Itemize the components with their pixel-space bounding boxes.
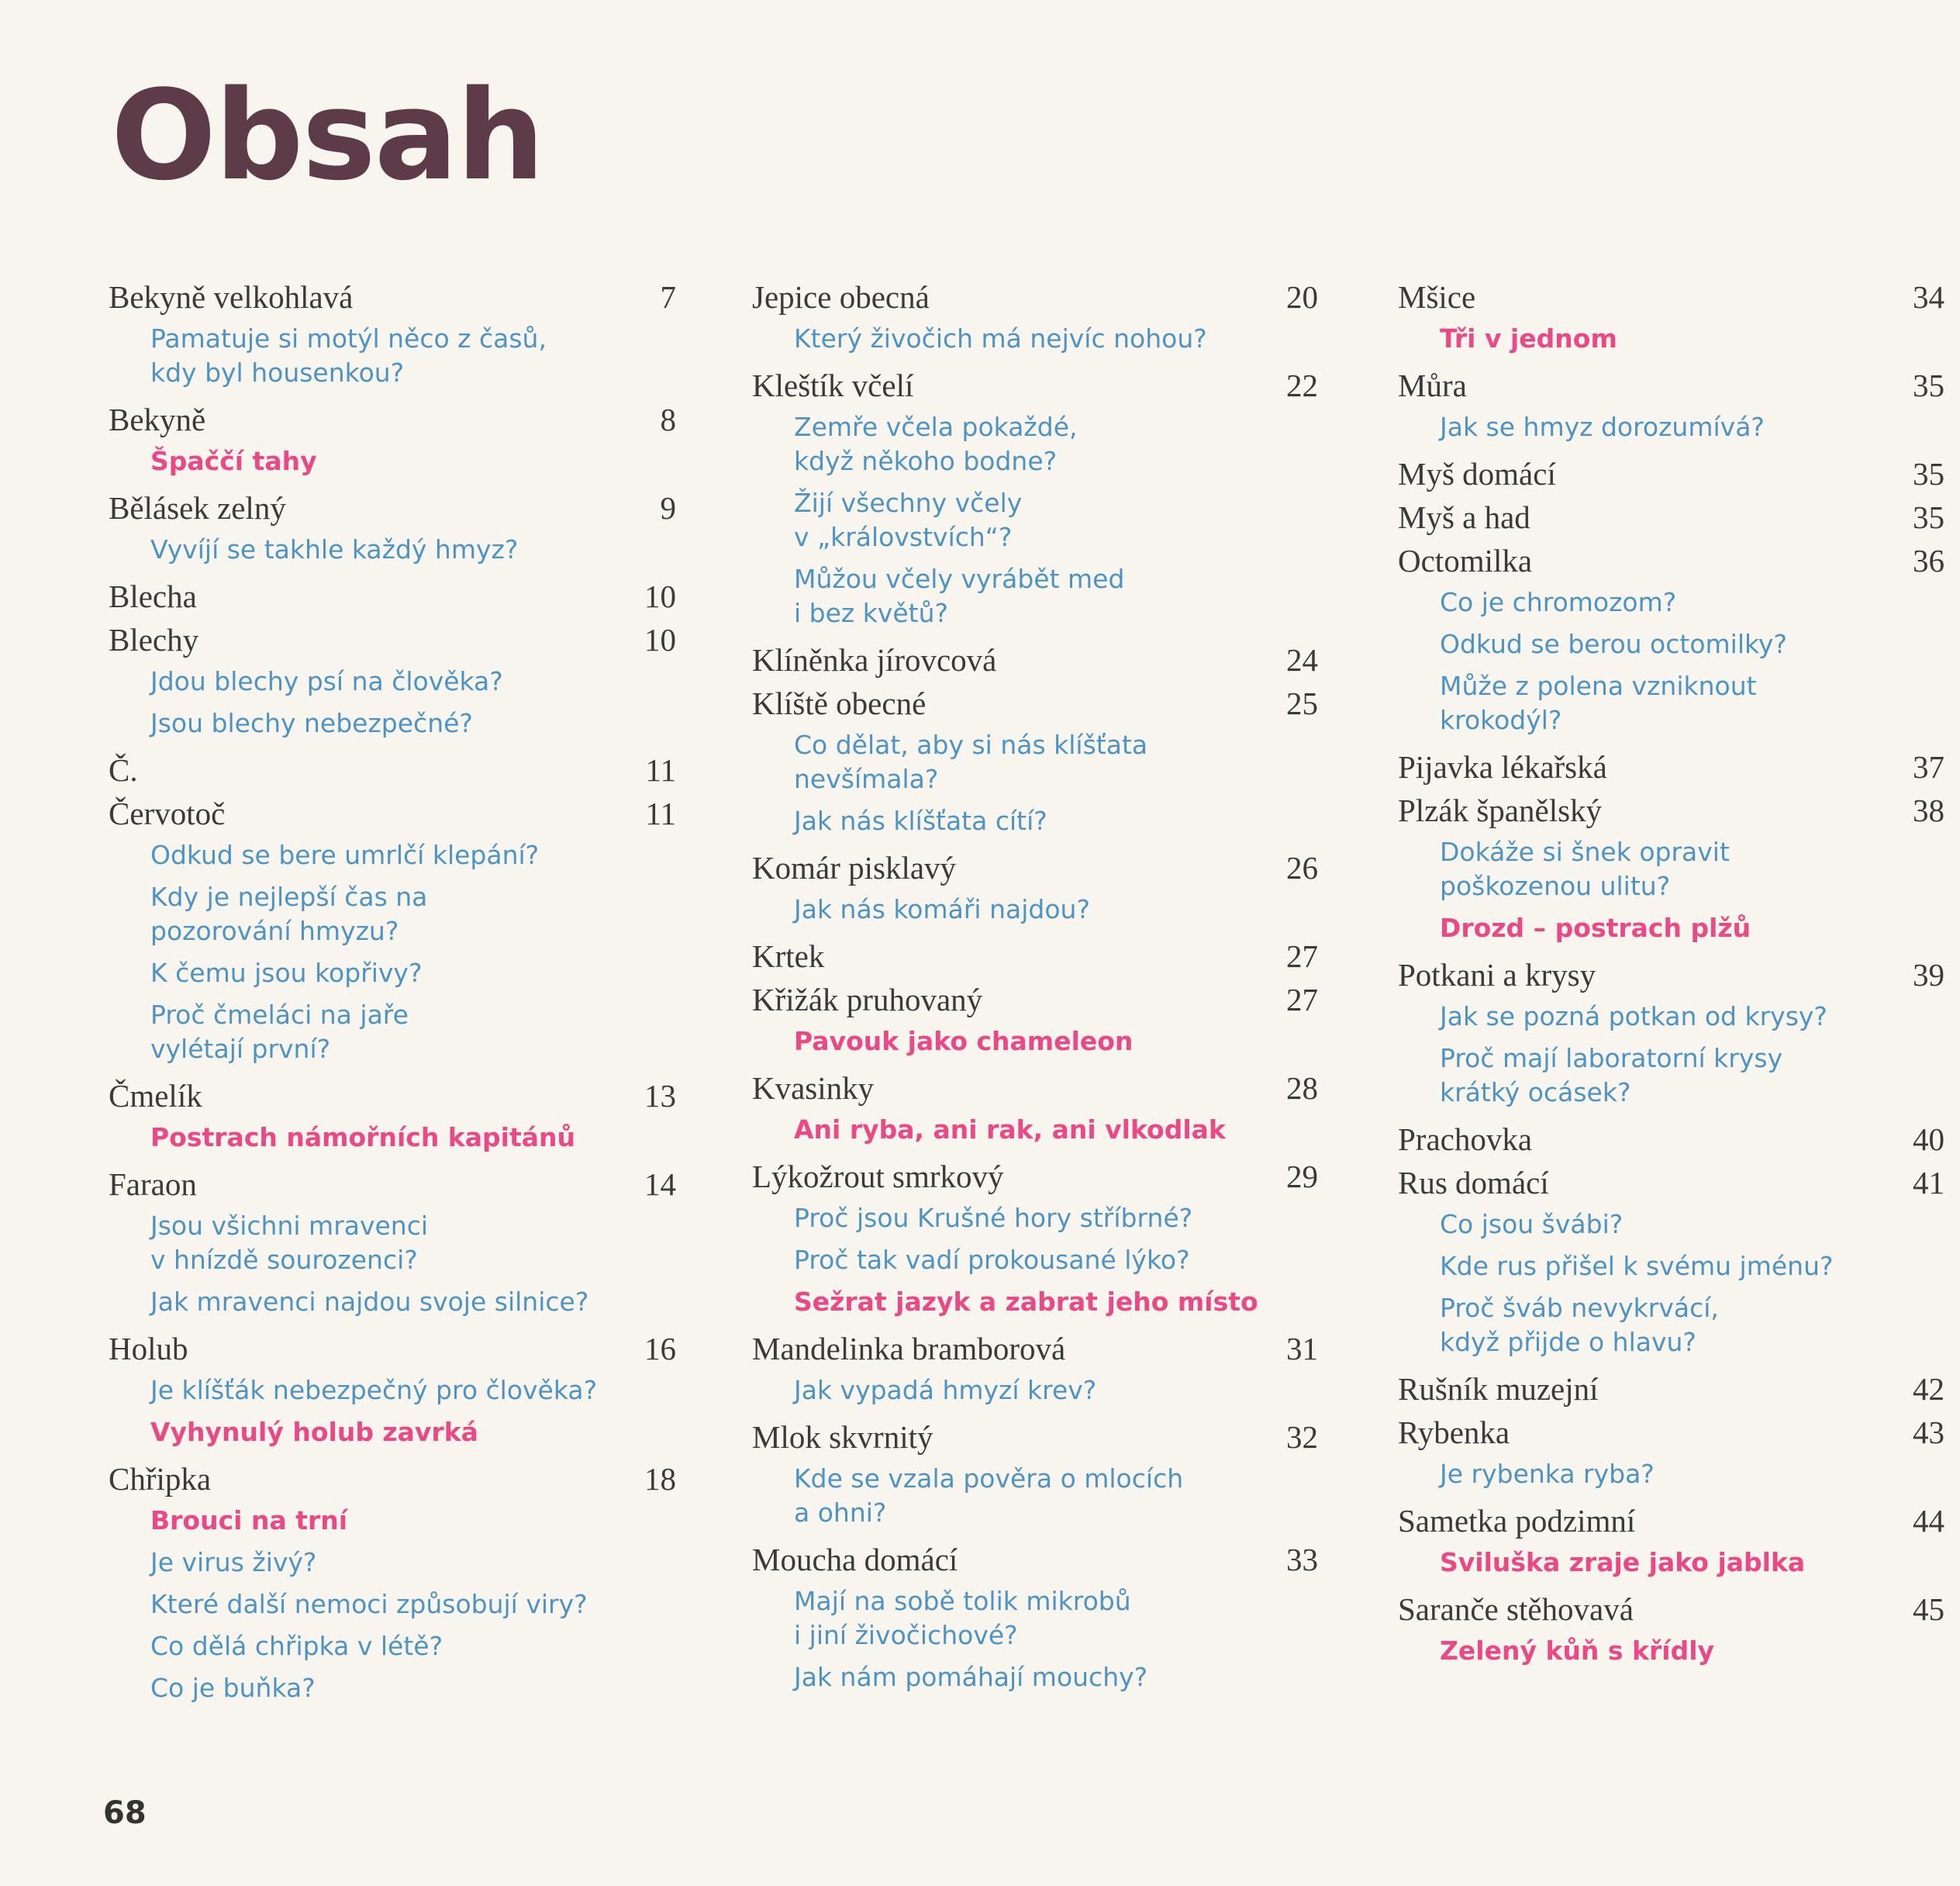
- toc-entry-page: 34: [1913, 279, 1944, 315]
- toc-entry: [1398, 452, 1944, 496]
- toc-entry: [109, 748, 676, 792]
- toc-question: Zemře včela pokaždé, když někoho bodne?: [794, 412, 1078, 476]
- toc-highlight: Zelený kůň s křídly: [1440, 1636, 1715, 1666]
- toc-question: Proč jsou Krušné hory stříbrné?: [794, 1203, 1193, 1233]
- toc-question: Vyvíjí se takhle každý hmyz?: [150, 534, 519, 565]
- toc-entry: [1398, 275, 1944, 319]
- toc-question: Jsou blechy nebezpečné?: [150, 708, 473, 738]
- page-title: Obsah: [111, 63, 543, 208]
- toc-entry: [1398, 496, 1944, 539]
- toc-entry: [752, 1327, 1318, 1370]
- toc-entry: [752, 682, 1318, 725]
- toc-entry: [752, 846, 1318, 889]
- toc-entry-title: Křižák pruhovaný: [752, 982, 983, 1017]
- toc-question: Kdy je nejlepší čas na pozorování hmyzu?: [150, 882, 428, 946]
- toc-entry: [752, 638, 1318, 682]
- toc-entry: [752, 934, 1318, 978]
- toc-entry-title: Plzák španělský: [1398, 793, 1603, 828]
- toc-entry-page: 27: [1286, 938, 1318, 974]
- toc-entry-page: 18: [644, 1461, 676, 1497]
- toc-entry-title: Kleštík včelí: [752, 368, 914, 403]
- toc-question: Jak vypadá hmyzí krev?: [794, 1375, 1097, 1405]
- toc-highlight: Sviluška zraje jako jablka: [1440, 1547, 1806, 1577]
- toc-entry-title: Klíště obecné: [752, 686, 927, 721]
- toc-entry: [1398, 364, 1944, 407]
- toc-entry: [109, 1327, 676, 1370]
- toc-entry-title: Bělásek zelný: [109, 490, 286, 526]
- toc-highlight: Postrach námořních kapitánů: [150, 1122, 575, 1152]
- toc-entry: [1398, 1117, 1944, 1161]
- toc-question: Kde se vzala pověra o mlocích a ohni?: [794, 1463, 1184, 1528]
- toc-entry-page: 11: [645, 752, 676, 788]
- toc-entry-title: Pijavka lékařská: [1398, 749, 1607, 785]
- toc-entry: [1398, 745, 1944, 789]
- toc-entry-page: 39: [1913, 957, 1944, 993]
- toc-entry-page: 16: [644, 1331, 676, 1366]
- toc-entry: [109, 575, 676, 618]
- toc-question: K čemu jsou kopřivy?: [150, 958, 423, 988]
- toc-question: Jak mravenci najdou svoje silnice?: [150, 1287, 589, 1317]
- toc-question: Proč mají laboratorní krysy krátký ocásek?: [1440, 1043, 1783, 1107]
- toc-entry-page: 32: [1286, 1419, 1318, 1455]
- toc-entry-page: 29: [1286, 1159, 1318, 1194]
- toc-question: Jak nás komáři najdou?: [794, 894, 1090, 924]
- toc-entry-title: Rybenka: [1398, 1414, 1510, 1450]
- toc-entry-page: 38: [1913, 793, 1944, 828]
- toc-highlight: Ani ryba, ani rak, ani vlkodlak: [794, 1114, 1226, 1145]
- toc-question: Kde rus přišel k svému jménu?: [1440, 1251, 1834, 1281]
- toc-entry-title: Blecha: [109, 579, 197, 614]
- toc-question: Jsou všichni mravenci v hnízdě sourozenci?: [150, 1211, 429, 1275]
- toc-entry: [109, 398, 676, 441]
- toc-highlight: Špaččí tahy: [150, 446, 317, 476]
- toc-question: Co dělá chřipka v létě?: [150, 1631, 443, 1661]
- toc-question: Co dělat, aby si nás klíšťata nevšímala?: [794, 730, 1148, 794]
- toc-entry-page: 22: [1286, 368, 1318, 403]
- toc-entry-title: Potkani a krysy: [1398, 957, 1596, 993]
- toc-column-2: [752, 275, 1318, 1702]
- toc-entry-page: 26: [1286, 850, 1318, 886]
- toc-entry-page: 45: [1913, 1591, 1944, 1627]
- toc-entry: [1398, 1411, 1944, 1454]
- toc-question: Jak se hmyz dorozumívá?: [1440, 412, 1765, 442]
- toc-entry-title: Červotoč: [109, 796, 226, 831]
- toc-entry-page: 42: [1913, 1371, 1944, 1407]
- toc-entry: [1398, 1367, 1944, 1411]
- toc-highlight: Brouci na trní: [150, 1505, 348, 1535]
- page-number: 68: [103, 1795, 147, 1831]
- toc-entry-title: Bekyně: [109, 402, 206, 437]
- toc-entry-page: 43: [1913, 1414, 1944, 1450]
- toc-question: Mají na sobě tolik mikrobů i jiní živočichové?: [794, 1586, 1131, 1650]
- toc-entry: [1398, 1587, 1944, 1631]
- toc-entry-page: 33: [1286, 1542, 1318, 1577]
- toc-entry: [109, 1457, 676, 1501]
- toc-entry-title: Krtek: [752, 938, 825, 974]
- toc-entry-page: 36: [1913, 543, 1944, 579]
- toc-entry-title: Saranče stěhovavá: [1398, 1591, 1634, 1627]
- toc-entry-page: 20: [1286, 279, 1318, 315]
- toc-question: Dokáže si šnek opravit poškozenou ulitu?: [1440, 837, 1730, 901]
- toc-entry-title: Mlok skvrnitý: [752, 1419, 933, 1455]
- toc-entry: [109, 618, 676, 661]
- toc-entry-page: 14: [644, 1166, 676, 1202]
- toc-entry-title: Lýkožrout smrkový: [752, 1159, 1004, 1194]
- toc-highlight: Pavouk jako chameleon: [794, 1026, 1134, 1056]
- toc-highlight: Vyhynulý holub zavrká: [150, 1417, 478, 1447]
- toc-question: Jak nám pomáhají mouchy?: [794, 1662, 1148, 1692]
- toc-highlight: Sežrat jazyk a zabrat jeho místo: [794, 1287, 1258, 1317]
- toc-entry-title: Myš a had: [1398, 499, 1530, 535]
- toc-entry-page: 35: [1913, 499, 1944, 535]
- toc-entry: [109, 486, 676, 530]
- toc-column-1: [109, 275, 676, 1713]
- toc-column-3: [1398, 275, 1944, 1676]
- toc-entry-page: 35: [1913, 368, 1944, 403]
- toc-entry: [752, 275, 1318, 319]
- toc-question: Můžou včely vyrábět med i bez květů?: [794, 564, 1125, 628]
- toc-entry: [109, 1162, 676, 1206]
- toc-entry-page: 27: [1286, 982, 1318, 1017]
- toc-entry-page: 8: [660, 402, 676, 437]
- toc-question: Žijí všechny včely v „královstvích“?: [794, 488, 1023, 552]
- toc-entry-page: 25: [1286, 686, 1318, 721]
- toc-entry-page: 31: [1286, 1331, 1318, 1366]
- toc-question: Je rybenka ryba?: [1440, 1459, 1655, 1489]
- toc-question: Pamatuje si motýl něco z časů, kdy byl housenkou?: [150, 323, 547, 388]
- toc-question: Je virus živý?: [150, 1547, 317, 1577]
- toc-entry-title: Faraon: [109, 1166, 197, 1202]
- toc-entry-title: Moucha domácí: [752, 1542, 958, 1577]
- toc-entry-title: Mšice: [1398, 279, 1476, 315]
- toc-entry-page: 9: [660, 490, 676, 526]
- toc-entry: [1398, 953, 1944, 997]
- toc-entry-page: 44: [1913, 1503, 1944, 1539]
- toc-entry-page: 7: [660, 279, 676, 315]
- toc-entry-title: Rušník muzejní: [1398, 1371, 1599, 1407]
- toc-entry: [109, 1074, 676, 1117]
- toc-entry-title: Myš domácí: [1398, 456, 1556, 492]
- toc-entry-title: Mandelinka bramborová: [752, 1331, 1066, 1366]
- toc-question: Odkud se berou octomilky?: [1440, 629, 1787, 659]
- toc-entry-title: Rus domácí: [1398, 1165, 1549, 1200]
- toc-entry-title: Prachovka: [1398, 1121, 1533, 1157]
- toc-question: Proč šváb nevykrvácí, když přijde o hlavu?: [1440, 1293, 1719, 1357]
- toc-entry-page: 40: [1913, 1121, 1944, 1157]
- toc-question: Které další nemoci způsobují viry?: [150, 1589, 588, 1619]
- toc-entry-title: Kvasinky: [752, 1070, 875, 1106]
- toc-entry: [1398, 1161, 1944, 1204]
- toc-question: Jak nás klíšťata cítí?: [794, 806, 1047, 836]
- toc-highlight: Drozd – postrach plžů: [1440, 913, 1751, 943]
- toc-entry-title: Můra: [1398, 368, 1467, 403]
- toc-entry: [109, 792, 676, 835]
- toc-entry-page: 11: [645, 796, 676, 831]
- toc-question: Jdou blechy psí na člověka?: [150, 666, 503, 696]
- toc-question: Co je chromozom?: [1440, 587, 1677, 617]
- toc-entry-title: Chřipka: [109, 1461, 212, 1497]
- toc-entry-title: Čmelík: [109, 1078, 202, 1114]
- toc-entry: [752, 364, 1318, 407]
- toc-question: Může z polena vzniknout krokodýl?: [1440, 671, 1757, 735]
- toc-question: Odkud se bere umrlčí klepání?: [150, 840, 540, 870]
- toc-entry-title: Blechy: [109, 622, 199, 658]
- toc-question: Co jsou švábi?: [1440, 1209, 1624, 1239]
- toc-question: Který živočich má nejvíc nohou?: [794, 323, 1207, 354]
- toc-entry-title: Sametka podzimní: [1398, 1503, 1636, 1539]
- toc-entry-title: Octomilka: [1398, 543, 1533, 579]
- toc-entry-page: 35: [1913, 456, 1944, 492]
- toc-entry-title: Klíněnka jírovcová: [752, 642, 997, 678]
- toc-entry-page: 10: [644, 622, 676, 658]
- toc-entry-page: 41: [1913, 1165, 1944, 1200]
- toc-question: Proč tak vadí prokousané lýko?: [794, 1245, 1190, 1275]
- toc-entry: [752, 1538, 1318, 1581]
- toc-entry-title: Bekyně velkohlavá: [109, 279, 354, 315]
- toc-question: Co je buňka?: [150, 1673, 316, 1703]
- toc-entry-page: 13: [644, 1078, 676, 1114]
- toc-entry-title: Holub: [109, 1331, 188, 1366]
- toc-highlight: Tři v jednom: [1440, 323, 1617, 354]
- toc-entry: [109, 275, 676, 319]
- toc-entry: [752, 978, 1318, 1021]
- toc-entry-page: 10: [644, 579, 676, 614]
- toc-question: Je klíšťák nebezpečný pro člověka?: [150, 1375, 598, 1405]
- toc-entry: [1398, 789, 1944, 832]
- toc-entry: [1398, 1499, 1944, 1542]
- toc-entry-page: 24: [1286, 642, 1318, 678]
- toc-entry: [752, 1415, 1318, 1459]
- toc-entry: [752, 1066, 1318, 1110]
- toc-entry: [752, 1155, 1318, 1198]
- toc-entry-title: Komár pisklavý: [752, 850, 957, 886]
- toc-entry-title: Jepice obecná: [752, 279, 930, 315]
- toc-entry-title: Č.: [109, 752, 138, 788]
- toc-question: Jak se pozná potkan od krysy?: [1440, 1001, 1827, 1031]
- toc-question: Proč čmeláci na jaře vylétají první?: [150, 1000, 409, 1064]
- toc-entry-page: 28: [1286, 1070, 1318, 1106]
- toc-entry: [1398, 539, 1944, 582]
- toc-entry-page: 37: [1913, 749, 1944, 785]
